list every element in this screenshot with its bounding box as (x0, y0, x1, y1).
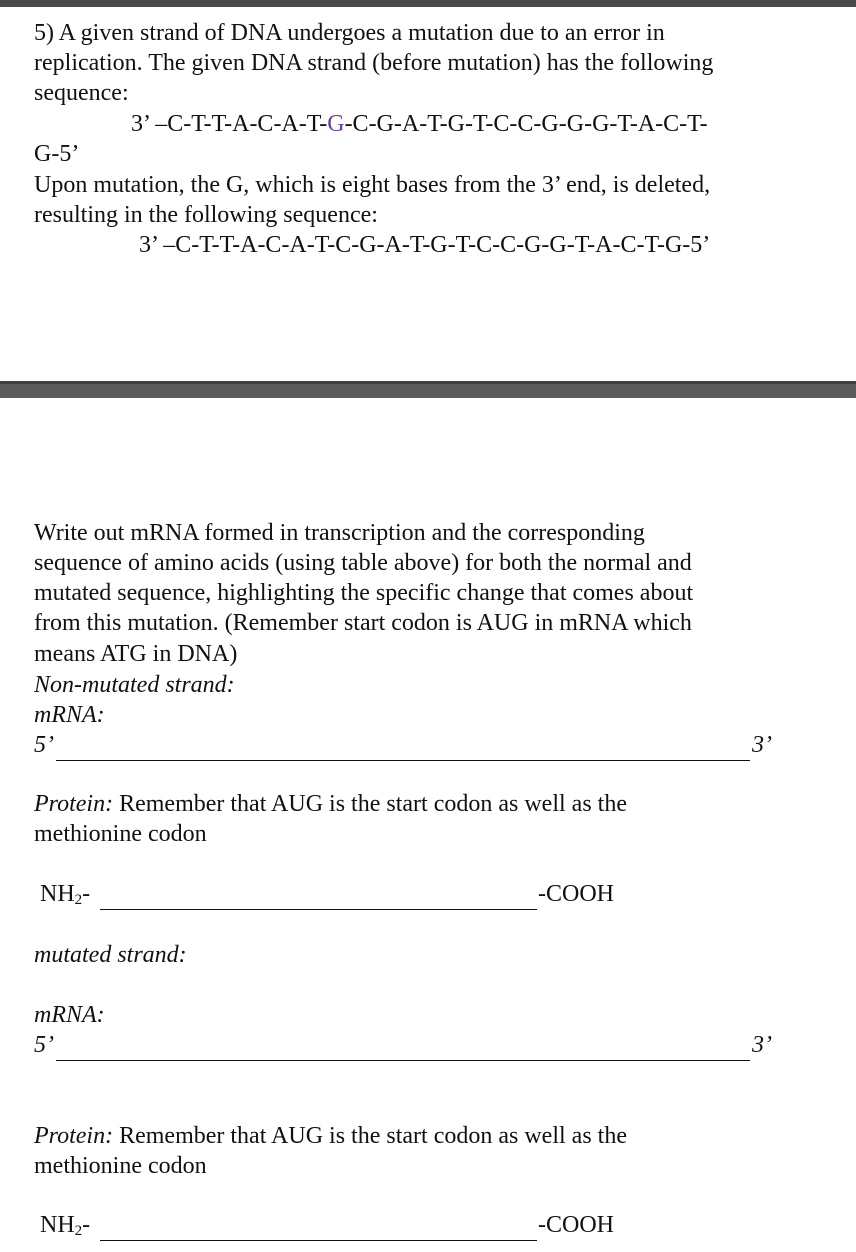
mutation-line-1: Upon mutation, the G, which is eight bases from the 3’ end, is deleted, (34, 172, 711, 198)
mutated-protein-line-1 (34, 1121, 627, 1151)
non-mutated-protein-text: Remember that AUG is the start codon as well as the (113, 791, 627, 817)
intro-line-1: 5) A given strand of DNA undergoes a mutation due to an error in (34, 20, 665, 46)
non-mutated-mrna-blank[interactable] (56, 734, 750, 761)
question-line-4: from this mutation. (Remember start codon is AUG in mRNA which (34, 610, 692, 636)
non-mutated-cooh-label: -COOH (538, 881, 614, 907)
mutated-dna-sequence: 3’ –C-T-T-A-C-A-T-C-G-A-T-G-T-C-C-G-G-T-A-C-T-G-5’ (139, 232, 711, 258)
mutated-mrna-blank[interactable] (56, 1034, 750, 1061)
mutated-heading: mutated strand: (34, 942, 187, 968)
original-seq-pre: 3’ –C-T-T-A-C-A-T- (131, 111, 328, 137)
intro-line-3: sequence: (34, 80, 129, 106)
non-mutated-protein-label: Protein: (34, 791, 114, 817)
middle-divider-bar (0, 381, 856, 398)
question-line-3: mutated sequence, highlighting the specific change that comes about (34, 580, 694, 606)
mutated-five-prime: 5’ (34, 1032, 54, 1058)
non-mutated-protein-line-2: methionine codon (34, 821, 207, 847)
original-seq-post: -C-G-A-T-G-T-C-C-G-G-G-T-A-C-T- (344, 111, 708, 137)
mutated-mrna-label: mRNA: (34, 1002, 105, 1028)
non-mutated-protein-line-1 (34, 789, 627, 819)
intro-line-2: replication. The given DNA strand (before mutation) has the following (34, 50, 714, 76)
mutated-three-prime: 3’ (752, 1032, 772, 1058)
mutated-protein-text: Remember that AUG is the start codon as well as the (113, 1123, 627, 1149)
non-mutated-nh2-label: $NH_2-$ (40, 881, 91, 908)
non-mutated-heading: Non-mutated strand: (34, 672, 235, 698)
deleted-base-highlight: G (327, 111, 345, 137)
question-line-2: sequence of amino acids (using table above) for both the normal and (34, 550, 692, 576)
mutated-protein-label: Protein: (34, 1123, 114, 1149)
non-mutated-five-prime: 5’ (34, 732, 54, 758)
non-mutated-three-prime: 3’ (752, 732, 772, 758)
original-dna-sequence (131, 109, 708, 139)
top-divider-bar (0, 0, 856, 7)
non-mutated-mrna-label: mRNA: (34, 702, 105, 728)
mutated-cooh-label: -COOH (538, 1212, 614, 1238)
mutated-nh2-label: $NH_2-$ (40, 1212, 91, 1239)
non-mutated-protein-blank[interactable] (100, 883, 537, 910)
question-line-5: means ATG in DNA) (34, 641, 238, 667)
mutated-protein-line-2: methionine codon (34, 1153, 207, 1179)
question-line-1: Write out mRNA formed in transcription and the corresponding (34, 520, 645, 546)
mutation-line-2: resulting in the following sequence: (34, 202, 378, 228)
mutated-protein-blank[interactable] (100, 1214, 537, 1241)
original-seq-wrap: G-5’ (34, 141, 80, 167)
